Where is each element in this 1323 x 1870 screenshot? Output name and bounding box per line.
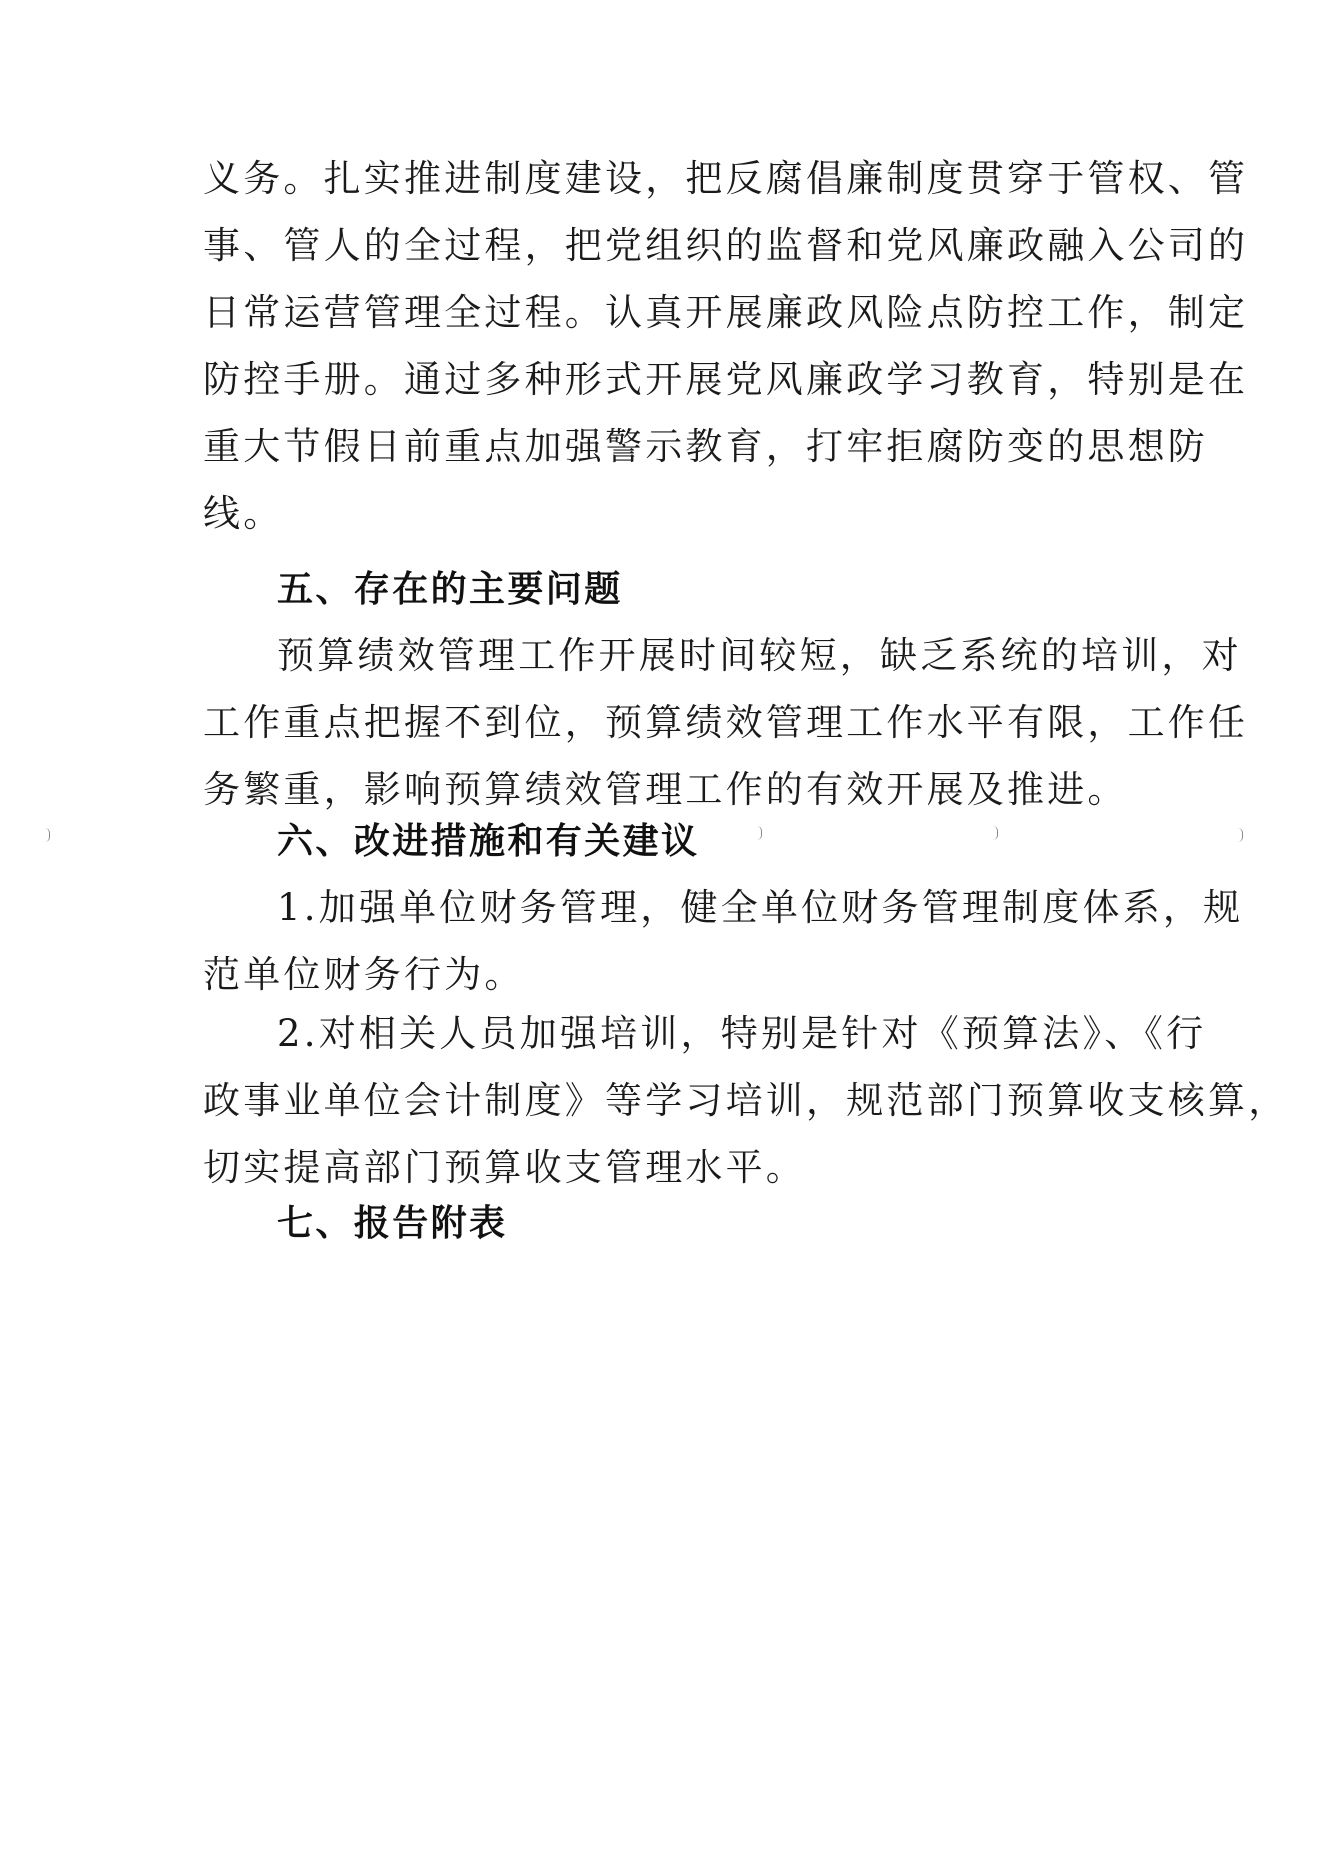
text-line: 务繁重，影响预算绩效管理工作的有效开展及推进。: [203, 768, 1128, 811]
text-line: 日常运营管理全过程。认真开展廉政风险点防控工作，制定: [203, 291, 1249, 334]
paragraph-anticorruption: [203, 145, 1249, 547]
text-line: 2.对相关人员加强培训，特别是针对《预算法》、《行: [277, 1012, 1207, 1055]
text-line: 重大节假日前重点加强警示教育，打牢拒腐防变的思想防: [203, 425, 1208, 468]
text-line: 1.加强单位财务管理，健全单位财务管理制度体系，规: [277, 886, 1244, 929]
text-line: 事、管人的全过程，把党组织的监督和党风廉政融入公司的: [203, 224, 1249, 267]
section-heading-measures: 六、改进措施和有关建议: [277, 821, 700, 862]
scan-artifact-mark: [1238, 828, 1243, 842]
text-line: 切实提高部门预算收支管理水平。: [203, 1146, 806, 1189]
section-heading-problems: 五、存在的主要问题: [277, 569, 623, 610]
text-line: 义务。扎实推进制度建设，把反腐倡廉制度贯穿于管权、管: [203, 157, 1249, 200]
text-line: 工作重点把握不到位，预算绩效管理工作水平有限，工作任: [203, 701, 1249, 744]
text-line: 政事业单位会计制度》等学习培训，规范部门预算收支核算，: [203, 1079, 1289, 1122]
scan-artifact-mark: [45, 828, 50, 842]
paragraph-problems: [203, 622, 1249, 823]
section-heading-appendix: 七、报告附表: [277, 1203, 508, 1244]
text-line: 防控手册。通过多种形式开展党风廉政学习教育，特别是在: [203, 358, 1249, 401]
text-line: 范单位财务行为。: [203, 953, 525, 996]
paragraph-measure-2: [203, 1000, 1289, 1201]
scan-artifact-mark: [757, 826, 762, 840]
paragraph-measure-1: [203, 874, 1244, 1008]
scan-artifact-mark: [993, 826, 998, 840]
text-line: 预算绩效管理工作开展时间较短，缺乏系统的培训，对: [277, 634, 1242, 677]
text-line: 线。: [203, 492, 284, 535]
